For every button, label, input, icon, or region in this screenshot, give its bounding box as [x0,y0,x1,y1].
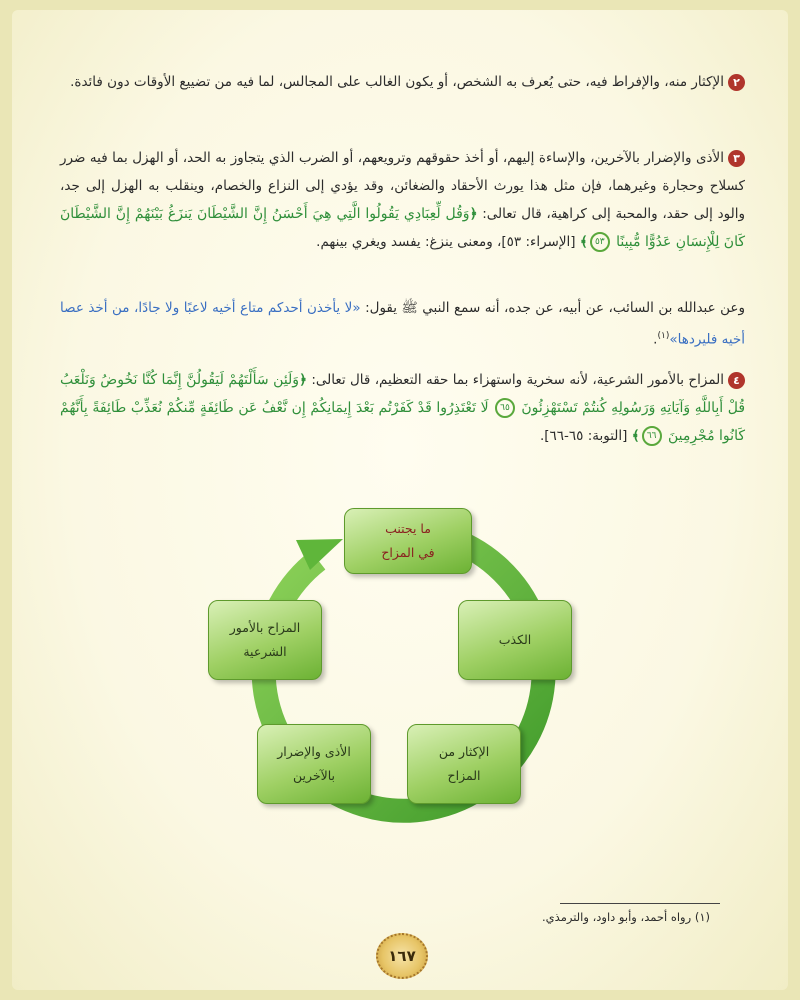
diagram-node-harming-others [257,724,371,804]
node-harm-line-2: بالآخرين [292,768,336,783]
item-4-number-badge: ٤ [728,372,745,389]
item-2-text: الإكثار منه، والإفراط فيه، حتى يُعرف به الشخص، أو يكون الغالب على المجالس، لما فيه من تضييع الأوقات دون فائدة. [70,74,724,90]
verse-close-brace: ﴾ [631,428,640,444]
item-3-verse: وَقُل لِّعِبَادِي يَقُولُوا الَّتِي هِيَ أَحْسَنُ إِنَّ الشَّيْطَانَ يَنزَغُ بَيْنَهُمْ إِنَّ الشَّيْطَانَ كَانَ لِلْإِنسَانِ عَدُوًّا مُّبِينًا [60,206,745,250]
ayah-number-mark: ٥٣ [590,232,610,252]
node-excess-line-2: المزاح [447,768,481,783]
node-religious-line-1: المزاح بالأمور [229,620,301,635]
hadith-paragraph: وعن عبدالله بن السائب، عن أبيه، عن جده، أنه سمع النبي ﷺ يقول: «لا يأخذن أحدكم متاع أخيه لاعبًا ولا جادًا، من أخذ عصا أخيه فليردها»$^{(١)}$. [60,300,745,348]
footnote: (١) رواه أحمد، وأبو داود، والترمذي. [542,910,710,924]
hadith-text: «لا يأخذن أحدكم متاع أخيه لاعبًا ولا جادًا، من أخذ عصا أخيه فليردها» [60,300,745,348]
node-center-line-2: في المزاح [381,545,435,560]
ayah-number-mark: ٦٥ [495,398,515,418]
node-religious-line-2: الشرعية [243,644,287,659]
item-4-verse-part-1: وَلَئِن سَأَلْتَهُمْ لَيَقُولُنَّ إِنَّمَا كُنَّا نَخُوضُ وَنَلْعَبُ قُلْ أَبِاللَّهِ وَآيَاتِهِ وَرَسُولِهِ كُنتُمْ تَسْتَهْزِئُونَ [60,372,746,416]
item-3-number-badge: ٣ [728,150,745,167]
hadith-intro: وعن عبدالله بن السائب، عن أبيه، عن جده، أنه سمع النبي ﷺ يقول: [365,300,745,316]
ayah-number-mark: ٦٦ [642,426,662,446]
item-2-number-badge: ٢ [728,74,745,91]
node-excess-line-1: الإكثار من [438,744,490,759]
node-lying-label: الكذب [498,632,532,647]
node-center-line-1: ما يجتنب [385,521,431,536]
item-4-verse-part-2: لَا تَعْتَذِرُوا قَدْ كَفَرْتُم بَعْدَ إِيمَانِكُمْ إِن نَّعْفُ عَن طَائِفَةٍ مِّنكُمْ نُعَذِّبْ طَائِفَةً بِأَنَّهُمْ كَانُوا مُجْرِمِينَ [60,400,745,444]
verse-open-brace: ﴿ [469,206,478,222]
item-3-text: الأذى والإضرار بالآخرين، والإساءة إليهم، أو أخذ حقوقهم وترويعهم، أو الضرب الذي يتجاوز به الحد، أو الهزل بما فيه ضرر كسلاح وحجارة وغيرهما، فإن مثل هذا يورث الأحقاد والضغائن، وقد يؤدي إلى النزاع والخصام، وينقلب به الهزل إلى جد، والود إلى حقد، والمحبة إلى كراهية، قال تعالى: [60,150,745,222]
item-4-text: المزاح بالأمور الشرعية، لأنه سخرية واستهزاء بما حقه التعظيم، قال تعالى: [311,372,724,388]
footnote-divider [560,903,720,904]
item-3-reference: [الإسراء: ٥٣]، [497,234,576,250]
page-number: ١٦٧ [376,933,428,979]
diagram-node-excess-joking [407,724,521,804]
item-3-text-after: ومعنى ينزغ: يفسد ويغري بينهم. [316,234,493,250]
verse-close-brace: ﴾ [579,234,588,250]
diagram-node-religious-matters [208,600,322,680]
node-harm-line-1: الأذى والإضرار [277,744,351,759]
hadith-footnote-ref: (١) [657,331,670,341]
diagram-node-center [344,508,472,574]
diagram-node-lying [458,600,572,680]
verse-open-brace: ﴿ [299,372,307,388]
item-4-reference: [التوبة: ٦٥-٦٦]. [539,428,628,444]
